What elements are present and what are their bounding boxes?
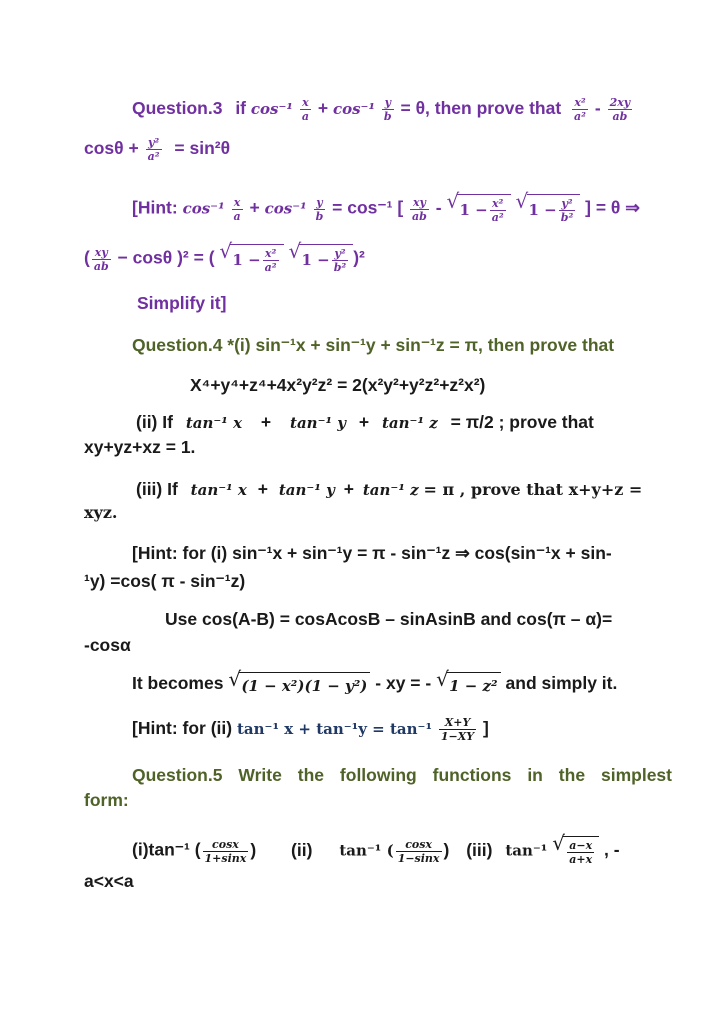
q5-iii-sqrt: √ $\frac{a-x}{a+x}$ xyxy=(552,836,599,866)
q5-i-frac: $\frac{\cos x}{1+\sin x}$ xyxy=(204,837,247,865)
hint3-minus-cos: − cosθ )² = ( xyxy=(117,247,215,268)
hint3-sqrt-2: √ 1 − $\frac{\text{y²}}{\text{b²}}$ xyxy=(516,194,581,224)
q5-iii-post: , - xyxy=(604,839,620,860)
q5-line1-text: Question.5 Write the following functions in the simplest xyxy=(132,765,672,785)
q4-iii-tany: tan⁻¹ y xyxy=(278,481,335,499)
hint3-cosinv-1: cos⁻¹ xyxy=(182,199,225,218)
hint4-ii-close: ] xyxy=(483,718,489,739)
q3-line2 xyxy=(84,136,230,163)
hint3-frac-xy-ab-2: $\frac{xy}{ab}$ xyxy=(93,245,109,273)
hint4-sqrt-2: √ 1 − z² xyxy=(436,672,501,697)
q4-iii-tanz: tan⁻¹ z xyxy=(362,481,419,499)
q5-last-line: a<x<a xyxy=(84,871,134,891)
q5-i-pre: (i)tan⁻¹ ( xyxy=(132,839,201,860)
q5-iii-pre: tan⁻¹ xyxy=(505,841,548,860)
hint3-frac-y-b: $\frac{y}{b}$ xyxy=(315,195,324,223)
q5-functions xyxy=(132,836,620,866)
q3-cosinv-1: cos⁻¹ xyxy=(250,100,293,119)
hint3-line2 xyxy=(84,244,365,274)
q3-frac-x-a: $\frac{x}{a}$ xyxy=(301,96,309,123)
hint4-ii-pre: [Hint: for (ii) xyxy=(132,718,233,739)
q3-frac-2xy-ab: $\frac{2xy}{ab}$ xyxy=(609,96,631,123)
q4-iii-pre: (iii) If xyxy=(136,479,178,499)
q3-cos-theta: cosθ + xyxy=(84,138,139,159)
q4-ii-plus2: + xyxy=(358,412,370,432)
q5-iii-label: (iii) xyxy=(466,839,493,860)
hint3-sqrt-1: √ 1 − $\frac{\text{x²}}{\text{a²}}$ xyxy=(446,194,510,224)
hint3-frac-xy-ab: $\frac{xy}{ab}$ xyxy=(412,195,427,223)
q4-iii-line2: xyz. xyxy=(84,503,118,522)
q5-line2: form: xyxy=(84,790,129,810)
hint4-ii-formula: tan⁻¹ x + tan⁻¹y = tan⁻¹ xyxy=(236,720,433,739)
hint3-open: [Hint: xyxy=(132,197,178,218)
q4-iii-plus: + xyxy=(257,479,268,499)
q3-eq-sin2: = sin²θ xyxy=(174,138,231,159)
hint4-ii xyxy=(132,716,489,743)
q4-line1: Question.4 *(i) sin⁻¹x + sin⁻¹y + sin⁻¹z = π, then prove that xyxy=(132,335,615,355)
q5-ii-label: (ii) xyxy=(291,839,313,860)
q4-line2: X⁴+y⁴+z⁴+4x²y²z² = 2(x²y²+y²z²+z²x²) xyxy=(190,375,486,395)
hint4-line1: [Hint: for (i) sin⁻¹x + sin⁻¹y = π - sin⁻¹z ⇒ cos(sin⁻¹x + sin- xyxy=(132,543,612,563)
q3-label: Question.3 xyxy=(132,98,223,119)
hint3-close2: )² xyxy=(353,247,365,268)
hint3-simplify: Simplify it] xyxy=(137,293,227,313)
q4-ii-plus: + xyxy=(260,412,272,432)
q5-ii-close: ) xyxy=(443,839,450,860)
q4-ii-tany: tan⁻¹ y xyxy=(290,414,346,432)
q3-cosinv-2: cos⁻¹ xyxy=(332,100,376,119)
q3-line1 xyxy=(132,96,634,123)
q4-iii-line1 xyxy=(136,478,642,501)
q3-frac-x2-a2: $\frac{\text{x²}}{\text{a²}}$ xyxy=(574,96,586,123)
hint3-eq: = cos⁻¹ [ xyxy=(332,197,404,218)
q3-frac-y-b: $\frac{y}{b}$ xyxy=(383,96,392,123)
hint3-sqrt-3: √ 1 − $\frac{\text{x²}}{\text{a²}}$ xyxy=(219,244,283,274)
hint3-frac-x-a: $\frac{x}{a}$ xyxy=(233,195,241,223)
hint4-becomes-mid: - xy = - xyxy=(375,673,432,694)
q5-i-close: ) xyxy=(250,839,257,860)
hint4-use-line1: Use cos(A-B) = cosAcosB – sinAsinB and cos(π – α)= xyxy=(165,609,613,629)
hint4-becomes-post: and simply it. xyxy=(505,673,618,694)
q5-ii-frac: $\frac{\cos x}{1-\sin x}$ xyxy=(397,837,440,865)
q3-eq-theta: = θ, then prove that xyxy=(400,98,562,119)
hint4-use-line2: -cosα xyxy=(84,635,131,655)
q4-ii-line1 xyxy=(136,411,594,434)
q5-line1 xyxy=(132,764,672,786)
q4-iii-tanx: tan⁻¹ x xyxy=(190,481,247,499)
q4-ii-tanx: tan⁻¹ x xyxy=(185,414,243,432)
hint3-paren: ( xyxy=(84,247,90,268)
q3-if: if xyxy=(235,98,247,119)
hint3-line1 xyxy=(132,194,640,224)
q4-iii-eq: = π , prove that x+y+z = xyxy=(423,480,643,499)
hint3-close: ] = θ ⇒ xyxy=(585,197,640,218)
hint4-becomes-pre: It becomes xyxy=(132,673,224,694)
q5-ii-pre: tan⁻¹ ( xyxy=(339,841,394,860)
hint4-becomes xyxy=(132,672,617,697)
q3-frac-y2-a2: $\frac{\text{y²}}{\text{a²}}$ xyxy=(147,136,160,163)
q4-ii-pre: (ii) If xyxy=(136,412,173,432)
hint4-ii-frac: $\frac{X+Y}{1-XY}$ xyxy=(440,716,475,743)
q4-ii-tanz: tan⁻¹ z xyxy=(381,414,438,432)
hint4-line2: ¹y) =cos( π - sin⁻¹z) xyxy=(84,571,246,591)
hint3-sqrt-4: √ 1 − $\frac{\text{y²}}{\text{b²}}$ xyxy=(288,244,353,274)
q4-iii-plus2: + xyxy=(343,479,354,499)
hint4-sqrt-1: √ (1 − x²)(1 − y²) xyxy=(228,672,370,697)
q3-minus: - xyxy=(594,98,601,119)
hint3-minus: - xyxy=(435,197,442,218)
hint3-cosinv-2: cos⁻¹ xyxy=(264,199,307,218)
q4-ii-line2: xy+yz+xz = 1. xyxy=(84,437,196,457)
q3-plus: + xyxy=(317,98,329,119)
q4-ii-post: = π/2 ; prove that xyxy=(450,412,594,432)
hint3-plus: + xyxy=(249,197,260,218)
